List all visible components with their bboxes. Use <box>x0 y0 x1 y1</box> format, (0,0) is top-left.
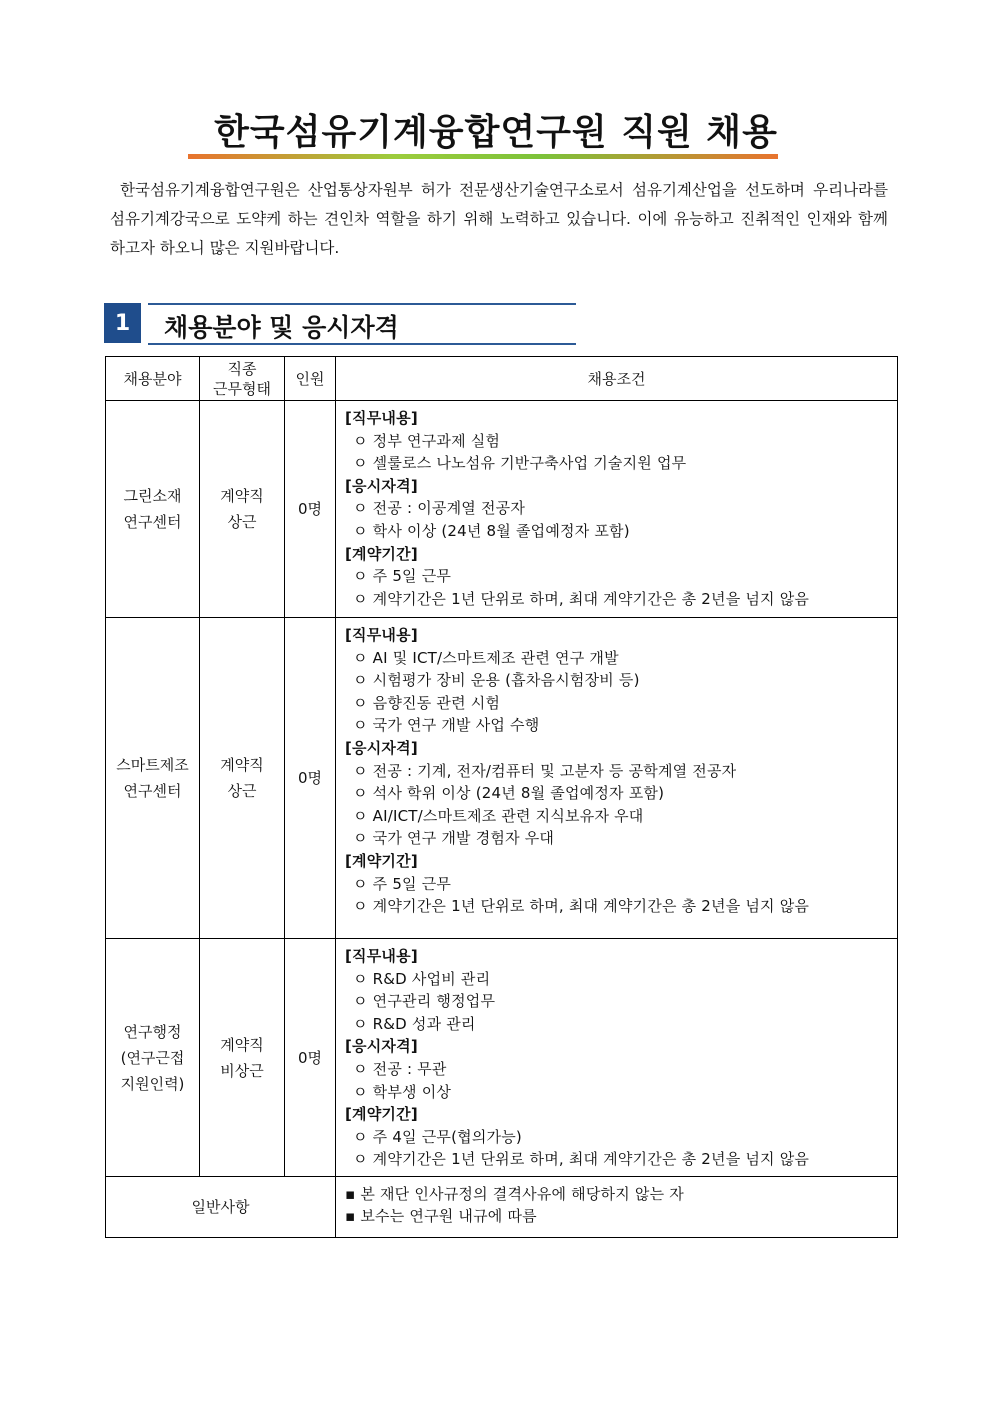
duty-item: ㅇ 연구관리 행정업무 <box>353 992 496 1011</box>
general-cell <box>336 1177 898 1238</box>
field-line: 연구센터 <box>123 782 182 800</box>
qualification-item: ㅇ AI/ICT/스마트제조 관련 지식보유자 우대 <box>353 806 644 825</box>
duty-item: ㅇ 시험평가 장비 운용 (흡차음시험장비 등) <box>353 671 640 690</box>
section-title: 채용분야 및 응시자격 <box>164 313 399 342</box>
field-line: (연구근접 <box>120 1048 185 1067</box>
type-cell <box>200 401 285 618</box>
header-type <box>200 357 285 401</box>
contract-heading: [계약기간] <box>345 1105 418 1124</box>
header-conditions: 채용조건 <box>336 357 898 401</box>
count-cell: 0명 <box>285 939 336 1177</box>
contract-item: ㅇ 주 4일 근무(협의가능) <box>353 1127 522 1146</box>
type-cell <box>200 618 285 939</box>
qualification-item: ㅇ 석사 학위 이상 (24년 8월 졸업예정자 포함) <box>353 784 665 803</box>
duty-item: ㅇ AI 및 ICT/스마트제조 관련 연구 개발 <box>353 648 619 667</box>
field-cell <box>106 939 200 1177</box>
qualification-heading: [응시자격] <box>345 738 418 757</box>
qualification-item: ㅇ 국가 연구 개발 경험자 우대 <box>353 829 555 848</box>
general-item: ▪ 본 재단 인사규정의 결격사유에 해당하지 않는 자 <box>345 1185 684 1203</box>
contract-item: ㅇ 주 5일 근무 <box>353 874 452 893</box>
page-title: 한국섬유기계융합연구원 직원 채용 <box>214 112 778 153</box>
section-number: 1 <box>104 303 141 343</box>
general-item: ▪ 보수는 연구원 내규에 따름 <box>345 1207 537 1225</box>
count-cell: 0명 <box>285 618 336 939</box>
field-cell <box>106 401 200 618</box>
contract-item: ㅇ 계약기간은 1년 단위로 하며, 최대 계약기간은 총 2년을 넘지 않음 <box>353 897 810 916</box>
general-row <box>106 1177 898 1238</box>
recruitment-table <box>105 356 898 1238</box>
contract-heading: [계약기간] <box>345 851 418 870</box>
intro-paragraph: 한국섬유기계융합연구원은 산업통상자원부 허가 전문생산기술연구소로서 섬유기계산업을 선도하며 우리나라를 섬유기계강국으로 도약케 하는 견인차 역할을 하기 위해 노력하고 있습니다. 이에 유능하고 진취적인 인재와 함께 하고자 하오니 많은 지원바랍니다. <box>110 181 888 257</box>
duty-item: ㅇ 음향진동 관련 시험 <box>353 693 501 712</box>
qualification-item: ㅇ 전공 : 무관 <box>353 1059 447 1078</box>
duty-item: ㅇ R&D 사업비 관리 <box>353 969 491 988</box>
type-cell <box>200 939 285 1177</box>
conditions-cell <box>336 401 898 618</box>
qualification-item: ㅇ 학부생 이상 <box>353 1082 452 1101</box>
table-row <box>106 939 898 1177</box>
contract-item: ㅇ 계약기간은 1년 단위로 하며, 최대 계약기간은 총 2년을 넘지 않음 <box>353 1150 810 1169</box>
section-heading <box>148 303 576 345</box>
count-cell: 0명 <box>285 401 336 618</box>
conditions-cell <box>336 618 898 939</box>
type-line: 비상근 <box>220 1061 264 1080</box>
contract-item: ㅇ 주 5일 근무 <box>353 567 452 586</box>
qualification-heading: [응시자격] <box>345 1037 418 1056</box>
header-count: 인원 <box>285 357 336 401</box>
duty-heading: [직무내용] <box>345 409 418 427</box>
field-cell <box>106 618 200 939</box>
qualification-item: ㅇ 전공 : 기계, 전자/컴퓨터 및 고분자 등 공학계열 전공자 <box>353 761 737 780</box>
header-field: 채용분야 <box>106 357 200 401</box>
contract-item: ㅇ 계약기간은 1년 단위로 하며, 최대 계약기간은 총 2년을 넘지 않음 <box>353 589 810 608</box>
table-row <box>106 618 898 939</box>
type-line: 상근 <box>227 513 257 531</box>
duty-item: ㅇ 정부 연구과제 실험 <box>353 431 501 450</box>
type-line: 계약직 <box>220 487 264 505</box>
qualification-heading: [응시자격] <box>345 476 418 495</box>
field-line: 지원인력) <box>120 1074 185 1093</box>
field-line: 그린소재 <box>123 487 182 505</box>
field-line: 연구센터 <box>123 513 182 531</box>
duty-item: ㅇ R&D 성과 관리 <box>353 1014 476 1033</box>
table-header-row <box>106 357 898 401</box>
duty-item: ㅇ 국가 연구 개발 사업 수행 <box>353 716 540 735</box>
type-line: 계약직 <box>220 1035 264 1054</box>
title-underline <box>188 154 778 159</box>
type-line: 계약직 <box>220 756 264 774</box>
duty-item: ㅇ 셀룰로스 나노섬유 기반구축사업 기술지원 업무 <box>353 454 687 473</box>
field-line: 스마트제조 <box>116 756 189 774</box>
duty-heading: [직무내용] <box>345 947 418 965</box>
field-line: 연구행정 <box>123 1022 182 1041</box>
header-type-line2: 근무형태 <box>213 379 271 398</box>
qualification-item: ㅇ 전공 : 이공계열 전공자 <box>353 499 526 518</box>
conditions-cell <box>336 939 898 1177</box>
table-row <box>106 401 898 618</box>
header-type-line1: 직종 <box>227 359 257 378</box>
general-label: 일반사항 <box>106 1177 336 1238</box>
type-line: 상근 <box>227 782 257 800</box>
qualification-item: ㅇ 학사 이상 (24년 8월 졸업예정자 포함) <box>353 521 630 540</box>
contract-heading: [계약기간] <box>345 544 418 563</box>
intro-text <box>110 176 888 263</box>
duty-heading: [직무내용] <box>345 626 418 644</box>
